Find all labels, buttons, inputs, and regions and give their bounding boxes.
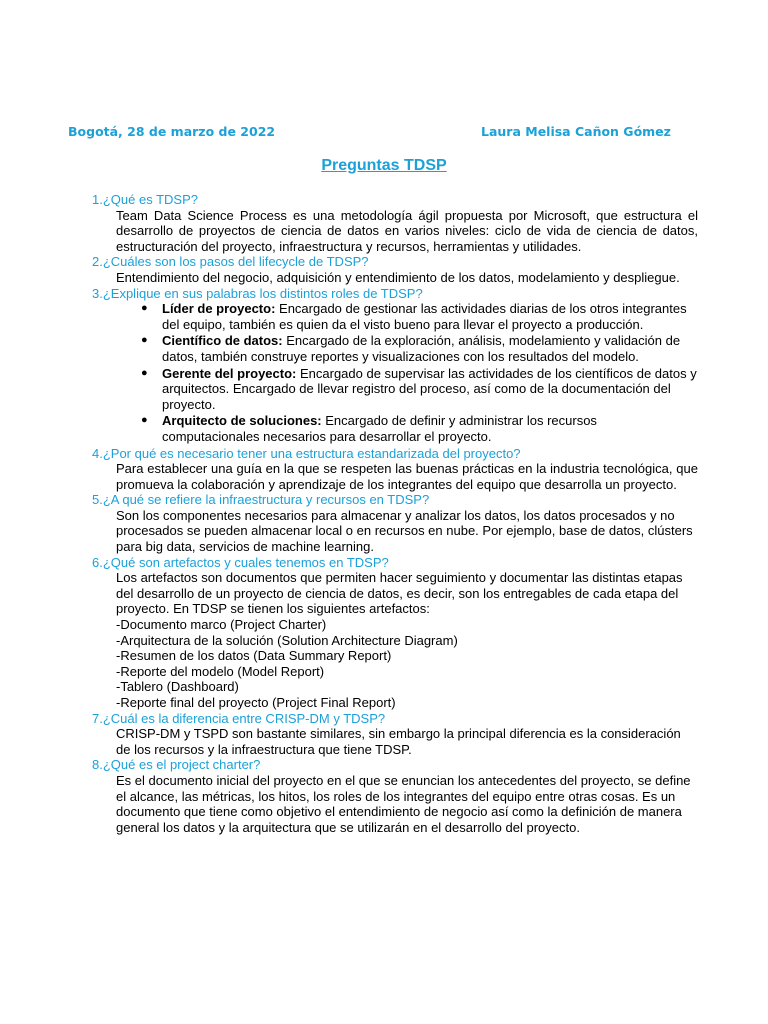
answer-8: Es el documento inicial del proyecto en el que se enuncian los antecedentes del proyecto, se define el alcance, las métricas, los hitos, los roles de los integrantes del equipo entre otras cosas. Es un documento que tiene como objetivo el entendimiento de negocio así como la definición de manera general los datos y la arquitectura que se utilizarán en el desarrollo del proyecto. — [116, 772, 691, 835]
question-6: 6.¿Qué son artefactos y cuales tenemos en TDSP? — [92, 554, 389, 570]
question-5: 5.¿A qué se refiere la infraestructura y recursos en TDSP? — [92, 492, 430, 508]
role-item — [141, 413, 698, 444]
questions-list — [92, 192, 698, 835]
answer-7: CRISP-DM y TSPD son bastante similares, sin embargo la principal diferencia es la consideración de los recursos y la infraestructura que tiene TDSP. — [116, 726, 681, 757]
question-7: 7.¿Cuál es la diferencia entre CRISP-DM y TDSP? — [92, 710, 386, 726]
page-title: Preguntas TDSP — [321, 157, 447, 174]
artifact-item: -Reporte del modelo (Model Report) — [116, 663, 325, 679]
bullet-icon: ● — [141, 414, 148, 427]
question-4: 4.¿Por qué es necesario tener una estructura estandarizada del proyecto? — [92, 445, 521, 461]
question-8: 8.¿Qué es el project charter? — [92, 757, 261, 773]
answer-5: Son los componentes necesarios para almacenar y analizar los datos, los datos procesados y no procesados se pueden almacenar local o en recursos en nube. Por ejemplo, base de datos, clústers para big data, servicios de machine learning. — [116, 507, 693, 555]
artifact-item: -Tablero (Dashboard) — [116, 679, 239, 695]
header — [0, 124, 768, 142]
artifact-item: -Resumen de los datos (Data Summary Report) — [116, 648, 392, 664]
role-name: Arquitecto de soluciones: — [162, 413, 322, 429]
answer-6-text: Los artefactos son documentos que permiten hacer seguimiento y documentar las distintas etapas del desarrollo de un proyecto de ciencia de datos, es decir, son los entregables de cada etapa del proyecto. En TDSP se tienen los siguientes artefactos: — [116, 570, 683, 617]
bullet-icon: ● — [141, 366, 148, 379]
role-item — [141, 333, 698, 364]
role-desc: Encargado de supervisar las actividades de los científicos de datos y arquitectos. Encargado de llevar registro del proceso, así como de la documentación del proyecto. — [162, 365, 697, 412]
artifact-item: -Reporte final del proyecto (Project Final Report) — [116, 695, 396, 710]
answer-6 — [116, 570, 698, 710]
role-desc: Encargado de la exploración, análisis, modelamiento y validación de datos, también construye reportes y visualizaciones con los resultados del modelo. — [162, 333, 681, 364]
answer-1: Team Data Science Process es una metodología ágil propuesta por Microsoft, que estructura el desarrollo de proyectos de ciencia de datos en varios niveles: ciclo de vida de ciencia de datos, estructuración del proyecto, infraestructura y recursos, herramientas y utilidades. — [116, 207, 698, 254]
header-date: Bogotá, 28 de marzo de 2022 — [68, 124, 276, 139]
question-2: 2.¿Cuáles son los pasos del lifecycle de TDSP? — [92, 254, 369, 270]
header-author: Laura Melisa Cañon Gómez — [481, 124, 671, 139]
question-3: 3.¿Explique en sus palabras los distintos roles de TDSP? — [92, 285, 423, 301]
role-name: Líder de proyecto: — [162, 301, 276, 317]
role-item — [141, 365, 698, 413]
bullet-icon: ● — [141, 302, 148, 315]
bullet-icon: ● — [141, 334, 148, 347]
roles-list — [92, 301, 698, 444]
role-desc: Encargado de definir y administrar los recursos computacionales necesarios para desarrollar el proyecto. — [162, 413, 597, 444]
role-item — [141, 301, 698, 332]
question-1: 1.¿Qué es TDSP? — [92, 192, 198, 207]
answer-2: Entendimiento del negocio, adquisición y entendimiento de los datos, modelamiento y despliegue. — [116, 269, 680, 285]
role-desc: Encargado de gestionar las actividades diarias de los otros integrantes del equipo, también es quien da el visto bueno para llevar el proyecto a producción. — [162, 301, 687, 332]
role-name: Gerente del proyecto: — [162, 365, 297, 381]
answer-4: Para establecer una guía en la que se respeten las buenas prácticas en la industria tecnológica, que promueva la colaboración y aprendizaje de los integrantes del equipo que desarrolla un proyecto. — [116, 461, 698, 492]
role-name: Científico de datos: — [162, 333, 283, 349]
artifact-item: -Arquitectura de la solución (Solution Architecture Diagram) — [116, 632, 458, 648]
artifact-item: -Documento marco (Project Charter) — [116, 617, 327, 633]
